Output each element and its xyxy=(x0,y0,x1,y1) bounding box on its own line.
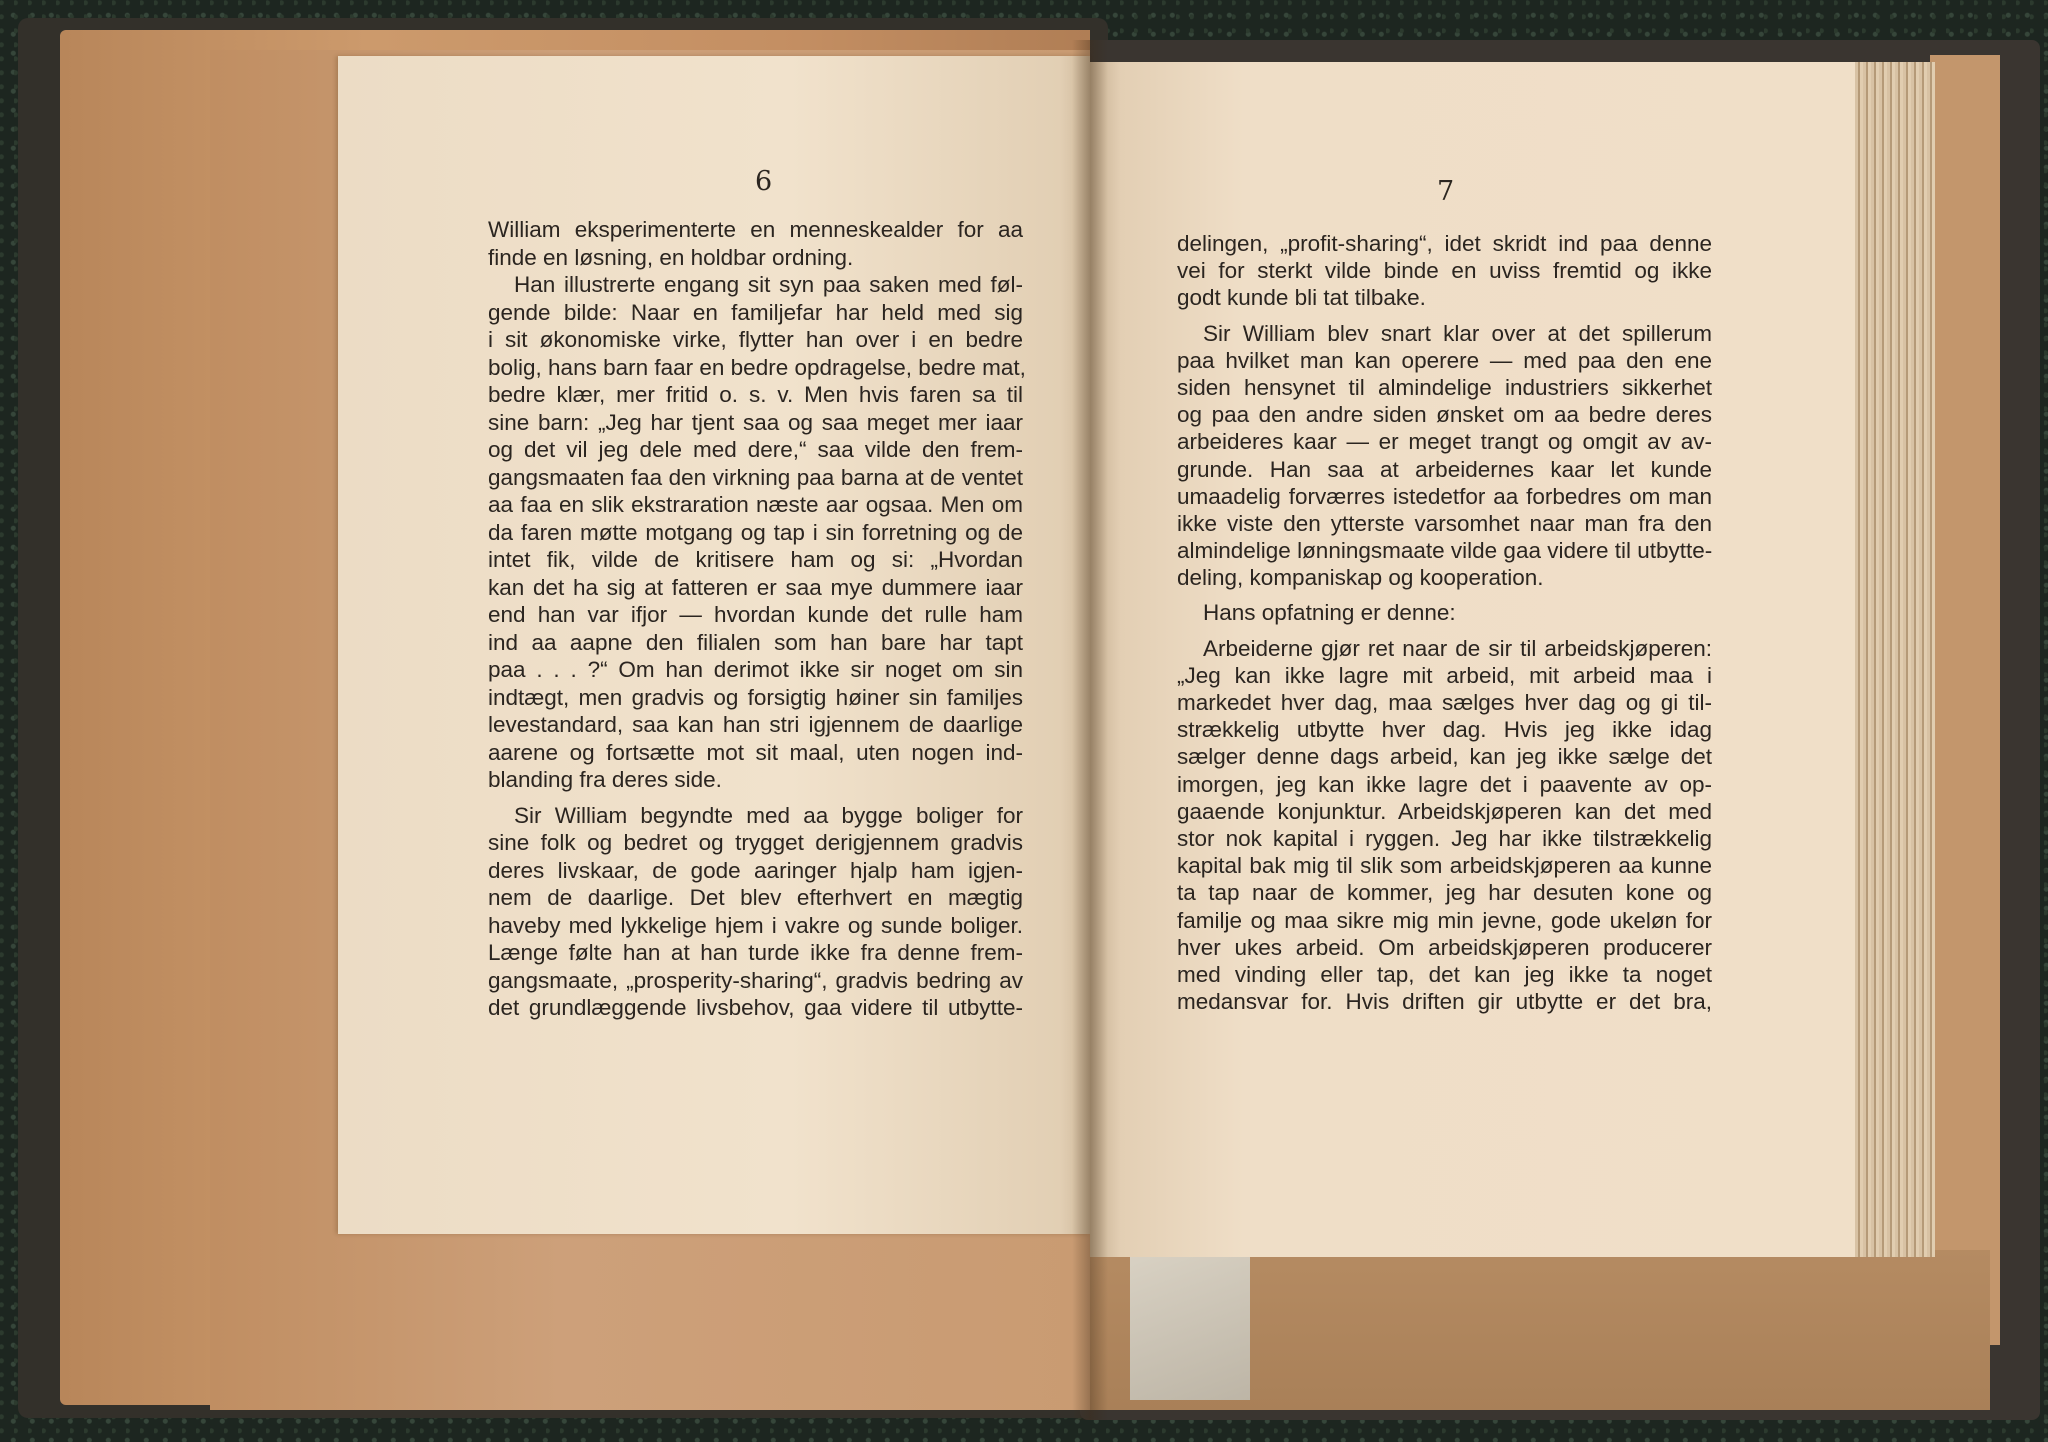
text-line: siden hensynet til almindelige industriers sikkerhet xyxy=(1177,374,1712,400)
text-line: umaadelig forværres istedetfor aa forbedres om man xyxy=(1177,483,1712,509)
text-line: grunde. Han saa at arbeidernes kaar let kunde xyxy=(1177,456,1712,482)
text-line: sine folk og bedret og trygget derigjennem gradvis xyxy=(488,830,1023,855)
text-line: bolig, hans barn faar en bedre opdragelse, bedre mat, xyxy=(488,354,1026,380)
gutter-shadow xyxy=(1072,40,1108,1420)
text-line: deling, kompaniskap og kooperation. xyxy=(1177,565,1544,591)
text-line: og det vil jeg dele med dere,“ saa vilde den frem- xyxy=(488,437,1023,462)
endpaper-right xyxy=(1930,55,2000,1345)
text-line: med vinding eller tap, det kan jeg ikke ta noget xyxy=(1177,961,1712,987)
text-line: og paa den andre siden ønsket om aa bedre deres xyxy=(1177,402,1712,428)
text-line: stor nok kapital i ryggen. Jeg har ikke tilstrækkelig xyxy=(1177,825,1712,851)
text-line: godt kunde bli tat tilbake. xyxy=(1177,285,1426,311)
text-line: Sir William blev snart klar over at det spillerum xyxy=(1203,320,1712,346)
text-line: blanding fra deres side. xyxy=(488,767,722,792)
text-line: gende bilde: Naar en familjefar har held med sig xyxy=(488,299,1023,325)
text-line: almindelige lønningsmaate vilde gaa videre til utbytte- xyxy=(1177,538,1713,564)
page-number-right: 7 xyxy=(1437,176,1455,207)
text-line: sælger denne dags arbeid, kan jeg ikke sælge det xyxy=(1177,744,1712,770)
text-line: arbeideres kaar — er meget trangt og omgit av av- xyxy=(1177,429,1712,455)
torn-endpaper xyxy=(1130,1250,1250,1400)
text-line: i sit økonomiske virke, flytter han over i en bedre xyxy=(488,327,1023,352)
text-line: hver ukes arbeid. Om arbeidskjøperen producerer xyxy=(1177,934,1712,960)
text-line: det grundlæggende livsbehov, gaa videre til utbytte- xyxy=(488,995,1023,1020)
text-line: strækkelig utbytte hver dag. Hvis jeg ikke idag xyxy=(1177,717,1712,743)
text-line: aarene og fortsætte mot sit maal, uten nogen ind- xyxy=(488,739,1023,765)
text-line: medansvar for. Hvis driften gir utbytte er det bra, xyxy=(1177,989,1712,1015)
text-line: ta tap naar de kommer, jeg har desuten kone og xyxy=(1177,880,1712,906)
text-line: deres livskaar, de gode aaringer hjalp ham igjen- xyxy=(488,857,1023,883)
text-line: paa . . . ?“ Om han derimot ikke sir noget om sin xyxy=(488,657,1023,682)
text-line: bedre klær, mer fritid o. s. v. Men hvis faren sa til xyxy=(488,382,1023,407)
text-line: gaaende konjunktur. Arbeidskjøperen kan det med xyxy=(1177,798,1712,824)
text-line: delingen, „profit-sharing“, idet skridt ind paa denne xyxy=(1177,231,1712,256)
text-line: nem de daarlige. Det blev efterhvert en mægtig xyxy=(488,885,1023,910)
text-line: Arbeiderne gjør ret naar de sir til arbeidskjøperen: xyxy=(1203,635,1712,661)
text-line: finde en løsning, en holdbar ordning. xyxy=(488,244,854,270)
text-line: William eksperimenterte en menneskealder for aa xyxy=(488,217,1023,242)
text-line: sine barn: „Jeg har tjent saa og saa meget mer iaar xyxy=(488,409,1023,435)
text-line: end han var ifjor — hvordan kunde det rulle ham xyxy=(488,602,1023,627)
text-line: aa faa en slik ekstraration næste aar ogsaa. Men om xyxy=(488,492,1023,517)
text-line: paa hvilket man kan operere — med paa den ene xyxy=(1177,347,1712,373)
text-line: familje og maa sikre mig min jevne, gode ukeløn for xyxy=(1177,907,1712,933)
text-line: ind aa aapne den filialen som han bare har tapt xyxy=(488,629,1023,655)
text-line: imorgen, jeg kan ikke lagre det i paavente av op- xyxy=(1177,771,1712,797)
text-line: vei for sterkt vilde binde en uviss fremtid og ikke xyxy=(1177,258,1712,284)
text-line: intet fik, vilde de kritisere ham og si: „Hvordan xyxy=(488,547,1023,572)
left-page-text xyxy=(488,216,1026,1022)
text-line: levestandard, saa kan han stri igjennem de daarlige xyxy=(488,712,1023,737)
text-line: markedet hver dag, maa sælges hver dag og gi til- xyxy=(1177,690,1712,715)
text-line: Hans opfatning er denne: xyxy=(1203,600,1456,626)
text-line: gangsmaaten faa den virkning paa barna at de ventet xyxy=(488,464,1023,490)
text-line: Længe følte han at han turde ikke fra denne frem- xyxy=(488,940,1023,965)
page-edges xyxy=(1855,62,1935,1257)
text-line: haveby med lykkelige hjem i vakre og sunde boliger. xyxy=(488,912,1023,938)
right-page-text xyxy=(1177,230,1712,1015)
page-number-left: 6 xyxy=(755,166,773,197)
text-line: gangsmaate, „prosperity-sharing“, gradvis bedring av xyxy=(488,967,1023,993)
text-line: ikke viste den ytterste varsomhet naar man fra den xyxy=(1177,510,1712,536)
text-line: indtægt, men gradvis og forsigtig høiner sin familjes xyxy=(488,684,1023,710)
text-line: da faren møtte motgang og tap i sin forretning og de xyxy=(488,519,1023,545)
text-line: Sir William begyndte med aa bygge boliger for xyxy=(514,802,1023,828)
text-line: Han illustrerte engang sit syn paa saken med føl- xyxy=(514,272,1023,297)
text-line: kan det ha sig at fatteren er saa mye dummere iaar xyxy=(488,574,1023,600)
text-line: „Jeg kan ikke lagre mit arbeid, mit arbeid maa i xyxy=(1177,662,1712,688)
text-line: kapital bak mig til slik som arbeidskjøperen aa kunne xyxy=(1177,853,1712,879)
